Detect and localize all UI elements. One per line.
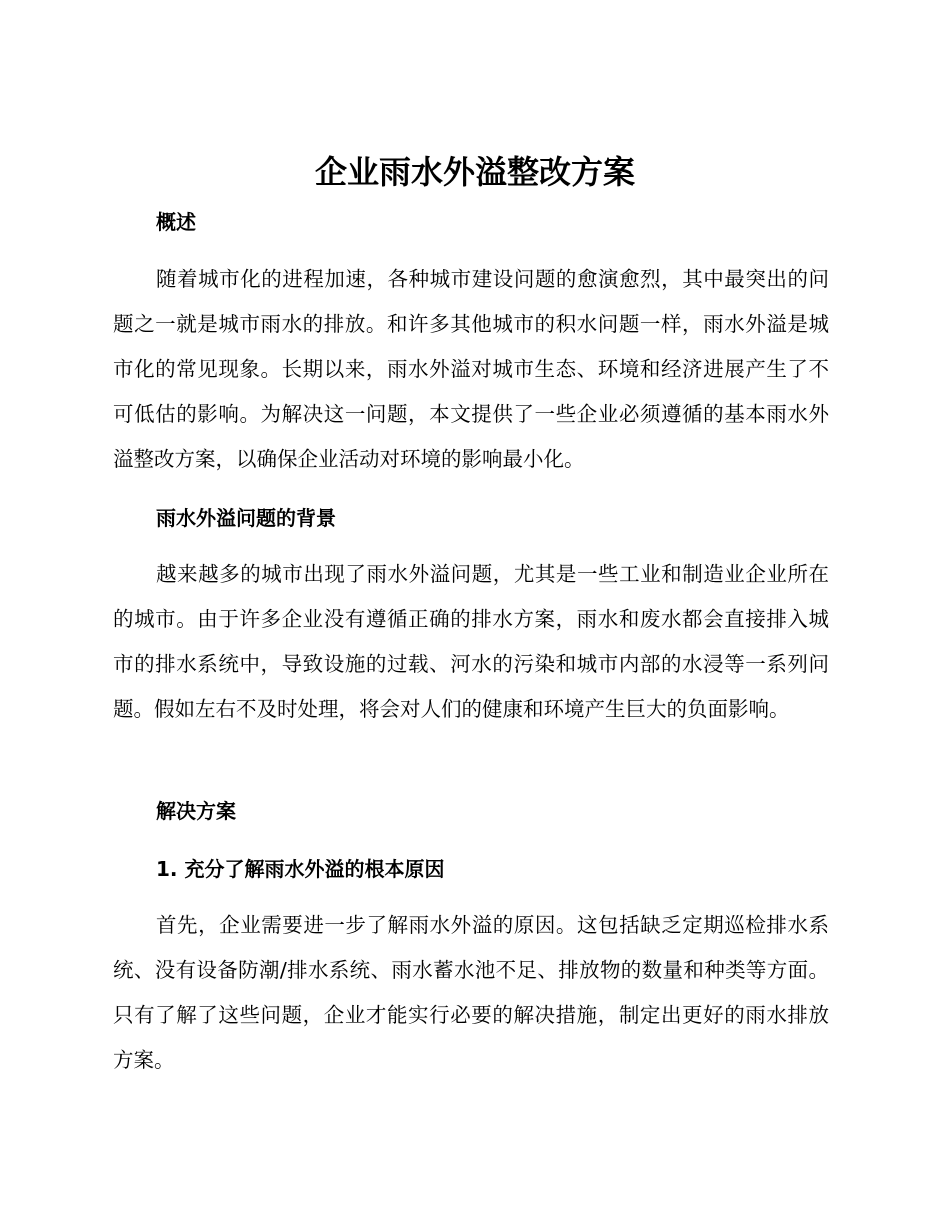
section-heading-solution: 解决方案 (156, 799, 236, 823)
paragraph-overview: 随着城市化的进程加速，各种城市建设问题的愈演愈烈，其中最突出的问题之一就是城市雨水的排放。和许多其他城市的积水问题一样，雨水外溢是城市化的常见现象。长期以来，雨水外溢对城市生态、环境和经济进展产生了不可低估的影响。为解决这一问题，本文提供了一些企业必须遵循的基本雨水外溢整改方案，以确保企业活动对环境的影响最小化。 (113, 267, 829, 471)
paragraph-step1: 首先，企业需要进一步了解雨水外溢的原因。这包括缺乏定期巡检排水系统、没有设备防潮/排水系统、雨水蓄水池不足、排放物的数量和种类等方面。只有了解了这些问题，企业才能实行必要的解决措施，制定出更好的雨水排放方案。 (113, 913, 829, 1072)
document-title: 企业雨水外溢整改方案 (314, 153, 635, 191)
paragraph-background: 越来越多的城市出现了雨水外溢问题，尤其是一些工业和制造业企业所在的城市。由于许多企业没有遵循正确的排水方案，雨水和废水都会直接排入城市的排水系统中，导致设施的过载、河水的污染和城市内部的水浸等一系列问题。假如左右不及时处理，将会对人们的健康和环境产生巨大的负面影响。 (113, 562, 829, 721)
section-heading-step1: 1. 充分了解雨水外溢的根本原因 (156, 857, 445, 881)
section-heading-overview: 概述 (156, 210, 196, 234)
section-heading-background: 雨水外溢问题的背景 (156, 506, 336, 530)
